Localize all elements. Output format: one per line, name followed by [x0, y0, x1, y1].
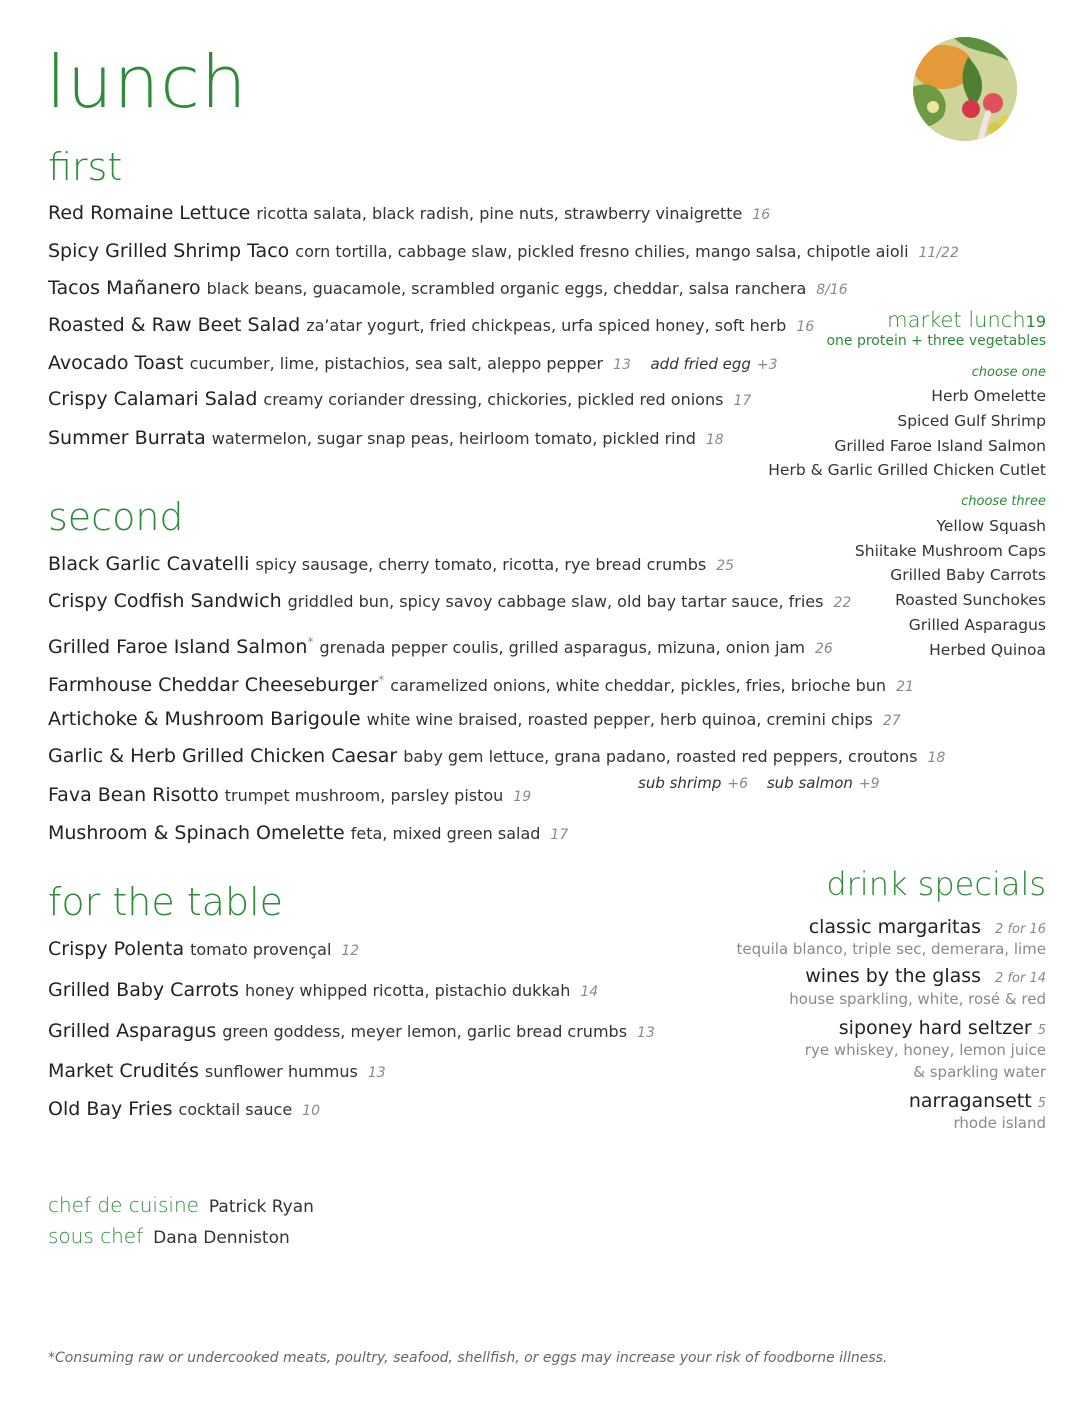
drink-price: 5 [1037, 1023, 1046, 1038]
item-description: black beans, guacamole, scrambled organic eggs, cheddar, salsa ranchera [206, 279, 807, 298]
menu-item [48, 669, 914, 698]
staff-role: chef de cuisine [48, 1193, 199, 1217]
menu-item [48, 427, 724, 451]
item-price: 22 [833, 595, 852, 611]
item-price: 26 [815, 640, 833, 657]
item-price: 10 [302, 1103, 320, 1119]
item-price: 18 [705, 432, 724, 448]
item-name: Summer Burrata [48, 427, 206, 449]
choose-three-label: choose three [961, 494, 1046, 509]
item-description: honey whipped ricotta, pistachio dukkah [244, 981, 571, 1000]
section-heading-first: first [48, 145, 123, 189]
vegetable-option: Roasted Sunchokes [895, 591, 1046, 609]
menu-item [48, 277, 848, 301]
menu-item [48, 745, 945, 769]
sub-shrimp-label: sub shrimp [638, 774, 722, 792]
item-name: Mushroom & Spinach Omelette [48, 822, 345, 844]
asterisk: * [378, 673, 385, 687]
item-description: corn tortilla, cabbage slaw, pickled fresno chilies, mango salsa, chipotle aioli [295, 242, 909, 261]
item-price: 18 [927, 750, 946, 766]
drink-item [805, 965, 1046, 987]
section-heading-drinks: drink specials [826, 865, 1046, 903]
menu-item [48, 708, 901, 732]
item-price: 12 [341, 943, 360, 959]
item-description: za’atar yogurt, fried chickpeas, urfa spiced honey, soft herb [306, 316, 787, 335]
item-price: 19 [513, 789, 532, 805]
item-description: ricotta salata, black radish, pine nuts, strawberry vinaigrette [256, 204, 743, 223]
drink-item [809, 916, 1046, 938]
page-title: lunch [46, 40, 248, 124]
drink-description: rye whiskey, honey, lemon juice [804, 1041, 1046, 1059]
asterisk: * [307, 635, 314, 649]
drink-name: classic margaritas [808, 916, 982, 938]
item-description: trumpet mushroom, parsley pistou [224, 786, 504, 805]
item-addon: add fried egg [650, 355, 751, 373]
menu-item [48, 1020, 655, 1044]
item-price: 17 [733, 393, 752, 409]
market-lunch-title: market lunch [887, 308, 1026, 332]
menu-item [48, 1098, 320, 1122]
item-price: 21 [896, 678, 914, 695]
drink-item [839, 1017, 1046, 1039]
menu-item [48, 822, 568, 846]
menu-item [48, 240, 959, 264]
item-description: baby gem lettuce, grana padano, roasted red peppers, croutons [403, 747, 918, 766]
item-price: 25 [716, 558, 735, 574]
market-lunch-subtitle: one protein + three vegetables [826, 333, 1046, 349]
item-name: Fava Bean Risotto [48, 784, 219, 806]
item-price: 17 [550, 827, 569, 843]
staff-name: Patrick Ryan [208, 1197, 314, 1217]
menu-item [48, 352, 778, 376]
substitution-options [638, 774, 880, 792]
sub-salmon-label: sub salmon [766, 774, 853, 792]
section-heading-second: second [48, 495, 184, 539]
menu-item [48, 938, 359, 962]
item-description: watermelon, sugar snap peas, heirloom tomato, pickled rind [211, 429, 696, 448]
drink-description: rhode island [953, 1114, 1046, 1132]
item-name: Grilled Baby Carrots [48, 979, 239, 1001]
protein-option: Herb & Garlic Grilled Chicken Cutlet [768, 461, 1046, 479]
item-price: 13 [637, 1025, 655, 1041]
item-price: 13 [367, 1065, 386, 1081]
menu-item [48, 314, 814, 338]
item-description: white wine braised, roasted pepper, herb quinoa, cremini chips [366, 710, 873, 729]
staff-role: sous chef [48, 1224, 144, 1248]
item-price: 16 [796, 319, 815, 335]
item-description: grenada pepper coulis, grilled asparagus, mizuna, onion jam [319, 637, 805, 657]
vegetable-option: Grilled Baby Carrots [890, 566, 1046, 584]
item-description: spicy sausage, cherry tomato, ricotta, rye bread crumbs [255, 555, 707, 574]
item-description: creamy coriander dressing, chickories, pickled red onions [263, 390, 724, 409]
item-name: Black Garlic Cavatelli [48, 553, 250, 575]
drink-price: 2 for 16 [995, 922, 1046, 937]
item-name: Tacos Mañanero [48, 277, 201, 299]
protein-option: Spiced Gulf Shrimp [897, 412, 1046, 430]
item-name: Garlic & Herb Grilled Chicken Caesar [48, 745, 398, 767]
menu-item [48, 202, 770, 226]
market-lunch-header [887, 308, 1046, 332]
menu-item [48, 553, 734, 577]
item-name: Grilled Asparagus [48, 1020, 217, 1042]
drink-name: wines by the glass [805, 965, 982, 987]
drink-description-continued: & sparkling water [913, 1063, 1046, 1081]
menu-item [48, 590, 851, 614]
sub-salmon-price: +9 [858, 776, 880, 792]
drink-description: house sparkling, white, rosé & red [789, 990, 1046, 1008]
vegetable-illustration-icon [913, 37, 1017, 141]
drink-item [909, 1090, 1046, 1112]
section-heading-table: for the table [48, 880, 284, 924]
item-name: Crispy Codfish Sandwich [48, 590, 282, 612]
item-addon-price: +3 [756, 357, 778, 373]
item-description: feta, mixed green salad [350, 824, 541, 843]
item-name: Market Crudités [48, 1060, 199, 1082]
item-description: cucumber, lime, pistachios, sea salt, aleppo pepper [189, 354, 604, 373]
menu-item [48, 979, 598, 1003]
drink-price: 5 [1037, 1096, 1046, 1111]
item-name: Avocado Toast [48, 352, 184, 374]
item-description: green goddess, meyer lemon, garlic bread crumbs [222, 1022, 628, 1041]
vegetable-option: Herbed Quinoa [929, 641, 1046, 659]
staff-sous-chef [48, 1224, 290, 1248]
vegetable-option: Yellow Squash [936, 517, 1046, 535]
item-description: griddled bun, spicy savoy cabbage slaw, old bay tartar sauce, fries [287, 592, 824, 611]
menu-item [48, 631, 833, 660]
menu-item [48, 1060, 386, 1084]
item-price: 8/16 [816, 282, 848, 298]
sub-shrimp-price: +6 [727, 776, 749, 792]
item-price: 16 [752, 207, 771, 223]
drink-name: siponey hard seltzer [838, 1017, 1032, 1039]
drink-price: 2 for 14 [995, 971, 1046, 986]
market-lunch-price: 19 [1025, 312, 1046, 331]
item-name: Spicy Grilled Shrimp Taco [48, 240, 290, 262]
item-name: Roasted & Raw Beet Salad [48, 314, 301, 336]
vegetable-option: Shiitake Mushroom Caps [854, 542, 1046, 560]
item-description: cocktail sauce [178, 1100, 293, 1119]
item-name: Old Bay Fries [48, 1098, 173, 1120]
vegetable-option: Grilled Asparagus [908, 616, 1046, 634]
item-name: Artichoke & Mushroom Barigoule [48, 708, 361, 730]
item-name: Farmhouse Cheddar Cheeseburger [48, 673, 379, 696]
item-price: 11/22 [918, 245, 959, 261]
footnote: *Consuming raw or undercooked meats, poultry, seafood, shellfish, or eggs may increase your risk of foodborne illness. [48, 1350, 888, 1366]
staff-chef-de-cuisine [48, 1193, 314, 1217]
item-name: Grilled Faroe Island Salmon [48, 635, 308, 658]
item-name: Crispy Polenta [48, 938, 185, 960]
menu-item [48, 784, 531, 808]
item-description: sunflower hummus [204, 1062, 358, 1081]
item-price: 27 [882, 713, 901, 729]
item-name: Red Romaine Lettuce [48, 202, 251, 224]
menu-item [48, 388, 751, 412]
item-name: Crispy Calamari Salad [48, 388, 258, 410]
protein-option: Grilled Faroe Island Salmon [834, 437, 1046, 455]
item-description: tomato provençal [190, 940, 332, 959]
protein-option: Herb Omelette [931, 387, 1046, 405]
choose-one-label: choose one [971, 365, 1046, 380]
item-description: caramelized onions, white cheddar, pickles, fries, brioche bun [390, 675, 887, 695]
drink-description: tequila blanco, triple sec, demerara, lime [736, 940, 1046, 958]
drink-name: narragansett [908, 1090, 1032, 1112]
staff-name: Dana Denniston [153, 1228, 290, 1248]
item-price: 14 [580, 984, 599, 1000]
item-price: 13 [613, 357, 631, 373]
